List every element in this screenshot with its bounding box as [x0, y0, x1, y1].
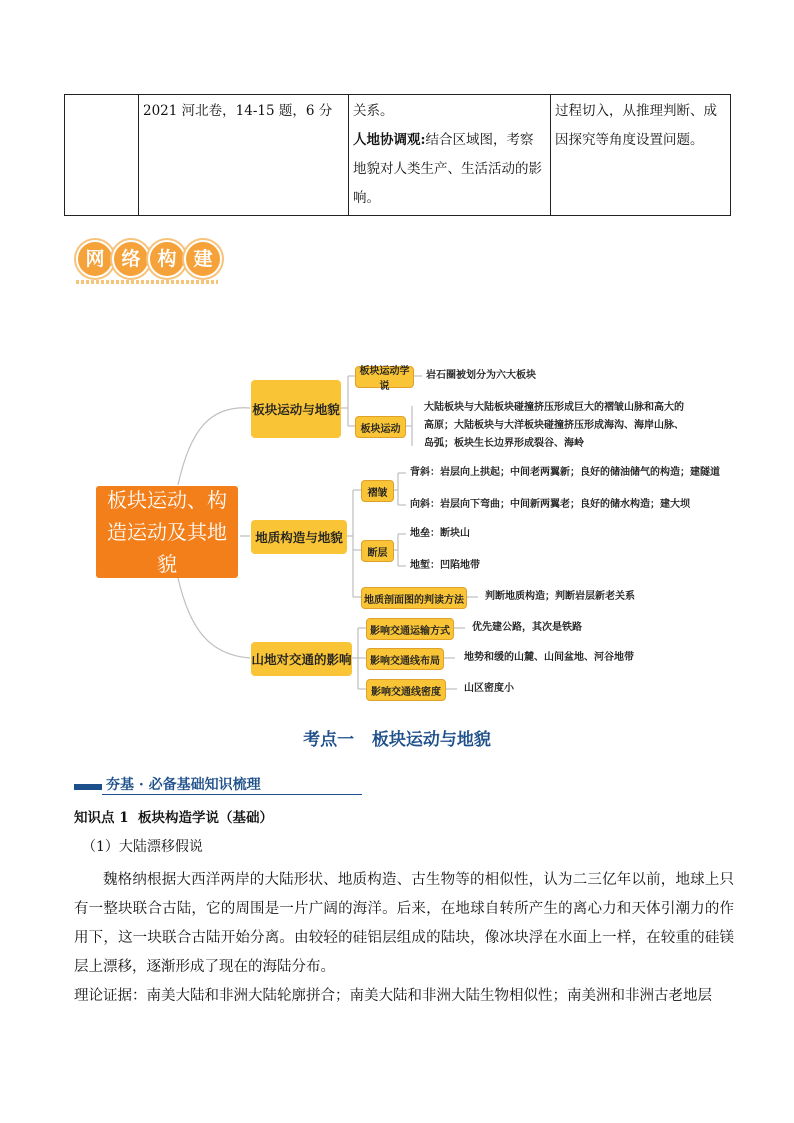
node-fold: 褶皱 — [361, 480, 394, 502]
node-plate-motion: 板块运动 — [355, 416, 406, 438]
leaf-text: 地垒：断块山 — [410, 528, 470, 539]
badge-stripe — [76, 280, 218, 284]
leaf-text: 岩石圈被划分为六大板块 — [426, 370, 536, 381]
table-cell-literacy — [349, 95, 551, 216]
table-cell-line: 关系。 — [353, 103, 394, 119]
branch-geologic-structure: 地质构造与地貌 — [251, 520, 347, 554]
band-title: 夯基 · 必备基础知识梳理 — [106, 777, 261, 793]
band-bar — [74, 784, 102, 790]
badge-char: 构 — [148, 240, 186, 278]
leaf-text: 地堑：凹陷地带 — [410, 560, 480, 571]
section-title: 考点一 板块运动与地貌 — [303, 730, 491, 750]
node-route-density: 影响交通线密度 — [366, 679, 446, 701]
band-underline — [102, 794, 362, 795]
subheading: （1）大陆漂移假说 — [82, 839, 203, 855]
node-transport-mode: 影响交通运输方式 — [366, 618, 454, 640]
leaf-text: 山区密度小 — [464, 683, 514, 694]
node-profile-reading: 地质剖面图的判读方法 — [361, 587, 467, 609]
theory-evidence: 理论证据：南美大陆和非洲大陆轮廓拼合；南美大陆和非洲大陆生物相似性；南美洲和非洲古老地层 — [74, 988, 712, 1004]
curriculum-table — [64, 94, 731, 216]
leaf-text: 判断地质构造；判断岩层新老关系 — [485, 591, 635, 602]
table-cell-exam: 2021 河北卷，14-15 题，6 分 — [139, 95, 349, 216]
leaf-text: 岛弧；板块生长边界形成裂谷、海岭 — [424, 438, 584, 449]
literacy-text: 结合区域图，考察地貌对人类生产、生活活动的影响。 — [353, 132, 542, 206]
leaf-text: 背斜：岩层向上拱起；中间老两翼新；良好的储油储气的构造；建隧道 — [410, 467, 720, 478]
network-badge — [76, 240, 218, 280]
badge-char: 建 — [184, 240, 222, 278]
mind-map-root: 板块运动、构造运动及其地貌 — [96, 486, 238, 578]
mind-map — [0, 350, 794, 710]
leaf-text: 向斜：岩层向下弯曲；中间新两翼老；良好的储水构造；建大坝 — [410, 499, 690, 510]
table-cell-empty — [65, 95, 139, 216]
subsection-band — [74, 772, 362, 796]
node-fault: 断层 — [361, 540, 394, 562]
literacy-label: 人地协调观: — [353, 132, 426, 148]
leaf-text: 优先建公路，其次是铁路 — [472, 622, 582, 633]
badge-char: 络 — [112, 240, 150, 278]
node-plate-theory: 板块运动学说 — [355, 366, 414, 388]
knowledge-point-heading: 知识点 1 板块构造学说（基础） — [74, 810, 273, 826]
leaf-text: 高原；大陆板块与大洋板块碰撞挤压形成海沟、海岸山脉、 — [424, 420, 684, 431]
leaf-text: 地势和缓的山麓、山间盆地、河谷地带 — [464, 652, 634, 663]
leaf-text: 大陆板块与大陆板块碰撞挤压形成巨大的褶皱山脉和高大的 — [424, 402, 684, 413]
branch-plate-motion: 板块运动与地貌 — [251, 380, 341, 438]
table-cell-method: 过程切入，从推理判断、成因探究等角度设置问题。 — [551, 95, 731, 216]
body-paragraph: 魏格纳根据大西洋两岸的大陆形状、地质构造、古生物等的相似性，认为二三亿年以前，地球上只有一整块联合古陆，它的周围是一片广阔的海洋。后来，在地球自转所产生的离心力和天体引潮力的作用下，这一块联合古陆开始分离。由较轻的硅铝层组成的陆块，像冰块浮在水面上一样，在较重的硅镁层上漂移，逐渐形成了现在的海陆分布。 — [74, 872, 734, 975]
branch-mountain-traffic: 山地对交通的影响 — [251, 642, 352, 676]
node-route-layout: 影响交通线布局 — [366, 648, 444, 670]
badge-char: 网 — [76, 240, 114, 278]
